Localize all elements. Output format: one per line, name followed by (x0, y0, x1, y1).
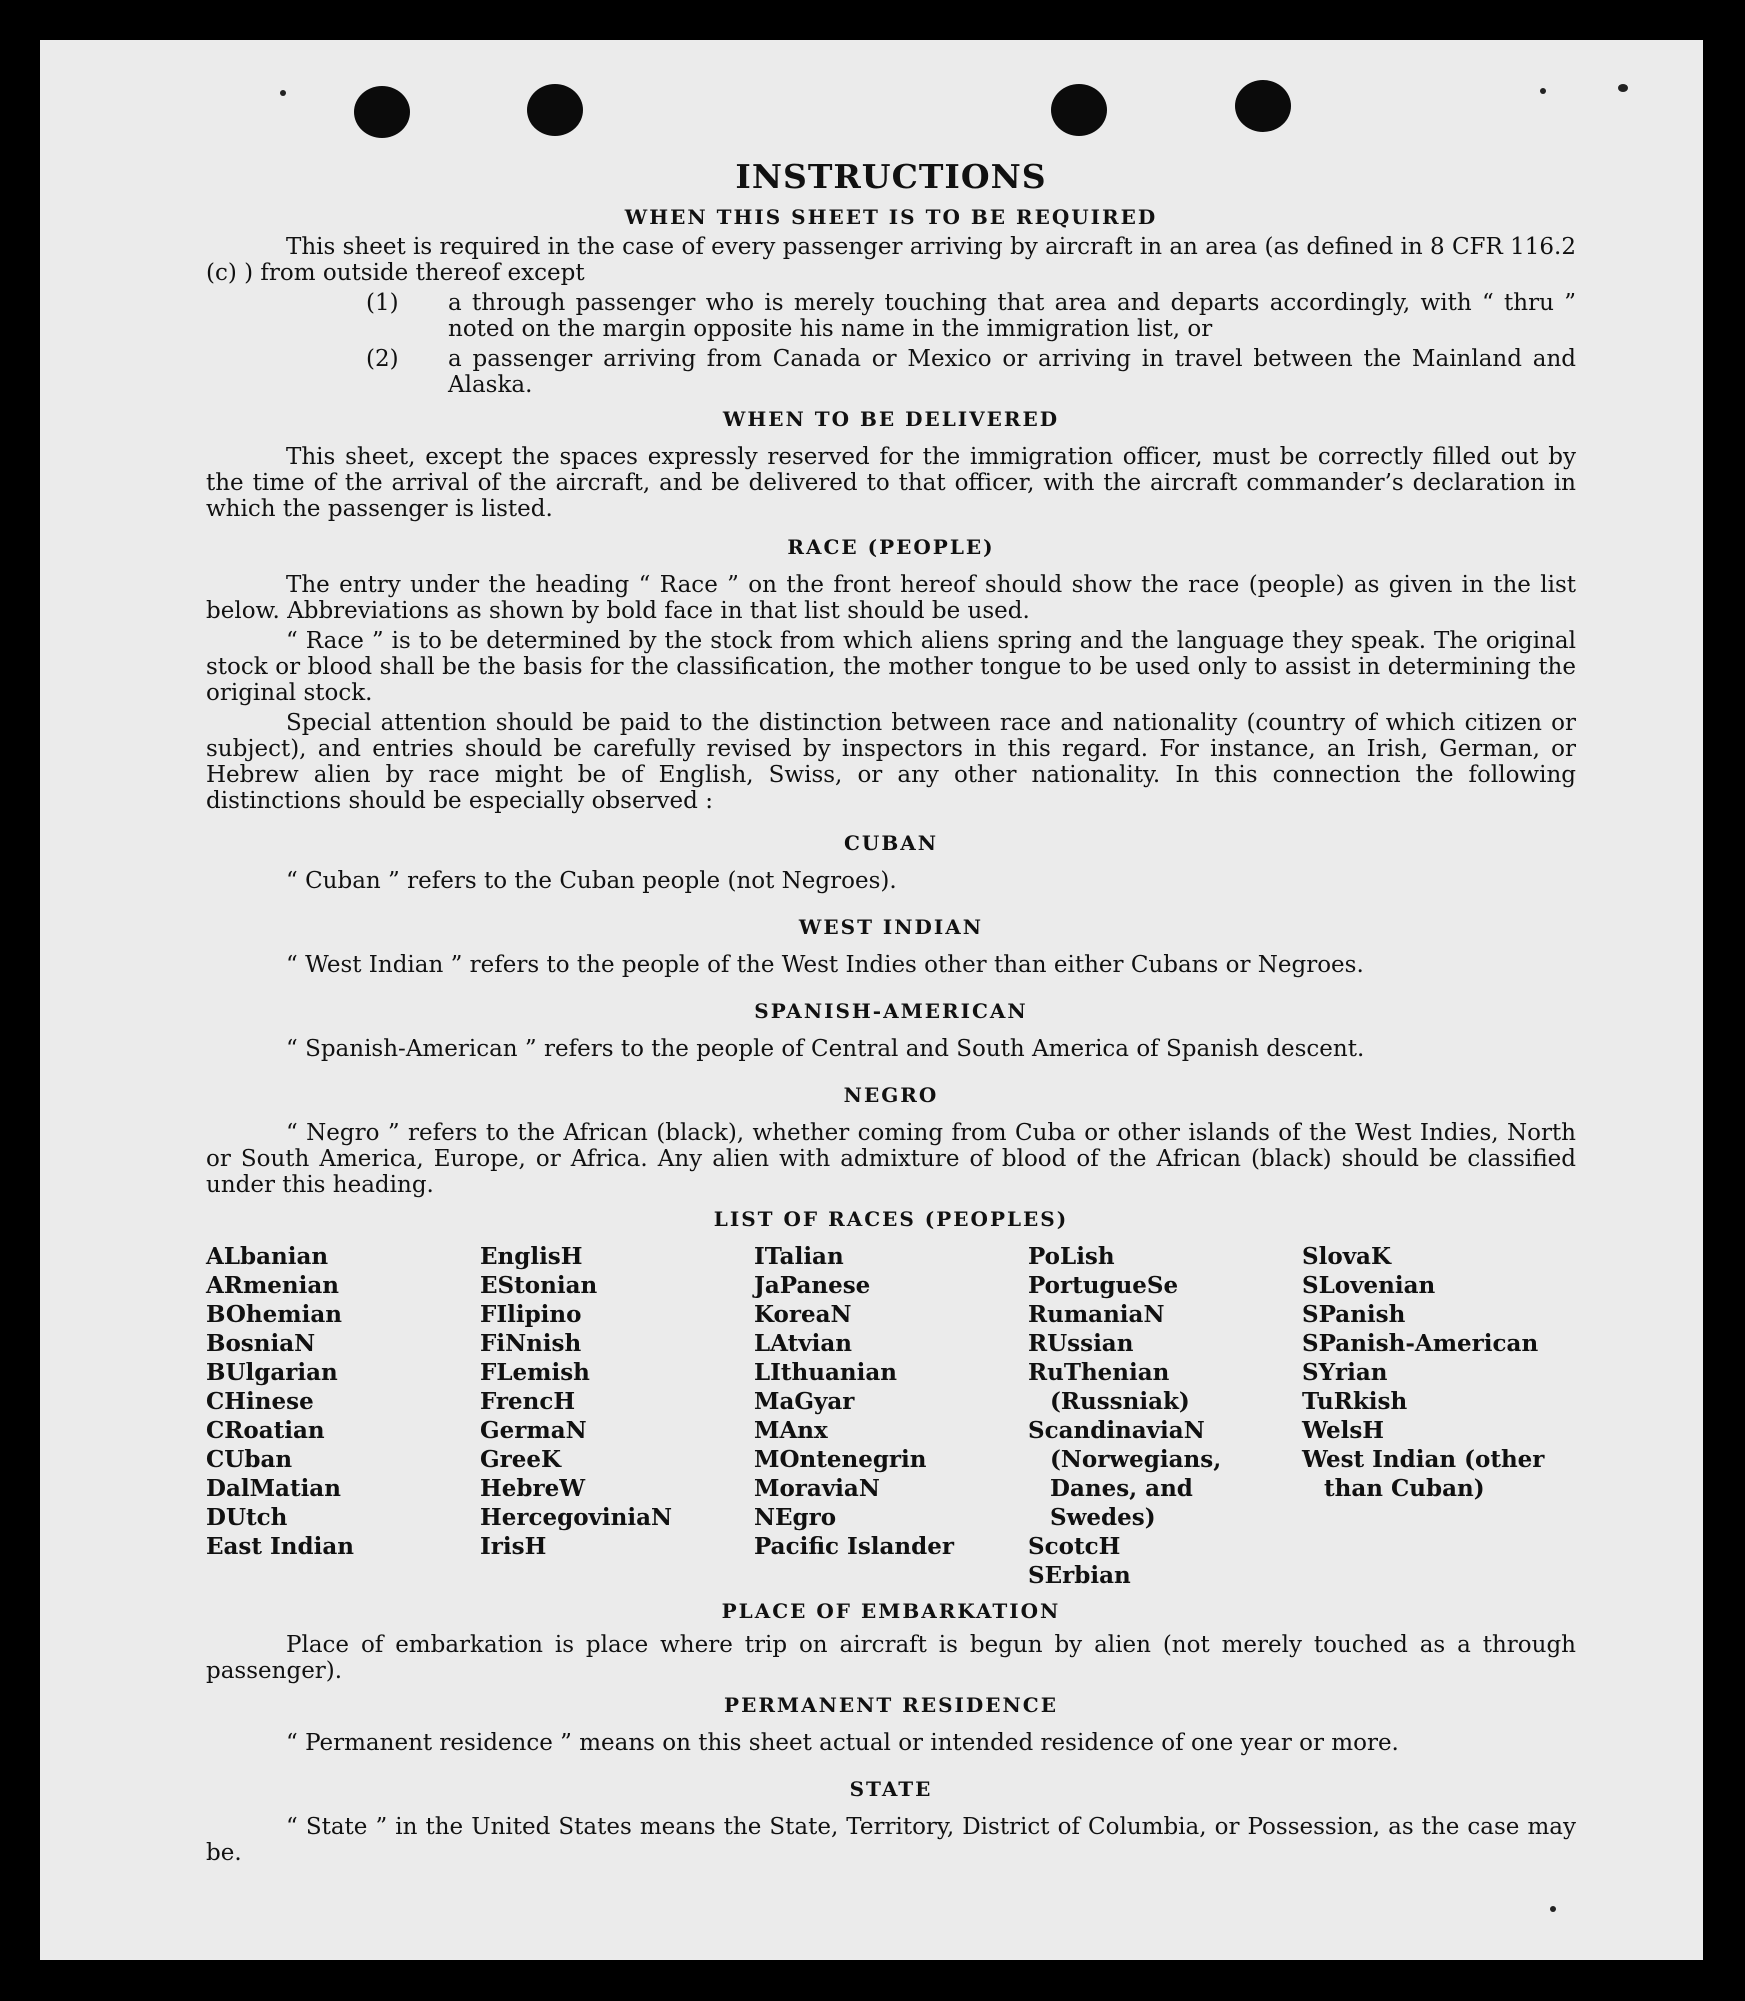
race-entry: LAtvian (754, 1330, 852, 1357)
list-item (206, 346, 1576, 398)
race-entry: ScotcH (1028, 1533, 1121, 1560)
race-entry: EStonian (480, 1272, 598, 1299)
race-entry: West Indian (other than Cuban) (1302, 1446, 1545, 1502)
paragraph: “ Negro ” refers to the African (black), whether coming from Cuba or other islands of the West Indies, North or South America, Europe, or Africa. Any alien with admixture of blood of the African (black) should be classified under this heading. (206, 1120, 1576, 1198)
race-entry: FrencH (480, 1388, 576, 1415)
race-list (206, 1242, 1576, 1590)
race-entry: ScandinaviaN (Norwegians, Danes, and Swedes) (1028, 1417, 1222, 1531)
race-entry: BOhemian (206, 1301, 342, 1328)
race-entry: CRoatian (206, 1417, 325, 1444)
race-entry: FiNnish (480, 1330, 582, 1357)
list-item-text: a passenger arriving from Canada or Mexico or arriving in travel between the Mainland and Alaska. (448, 346, 1576, 398)
race-entry: EnglisH (480, 1243, 583, 1270)
race-entry: ITalian (754, 1243, 844, 1270)
dust-speck (1618, 84, 1628, 92)
heading-race: RACE (PEOPLE) (787, 535, 995, 559)
paragraph: “ Spanish-American ” refers to the people of Central and South America of Spanish descent. (286, 1036, 1365, 1062)
list-number: (1) (366, 290, 399, 316)
race-entry: MOntenegrin (754, 1446, 927, 1473)
paragraph: This sheet, except the spaces expressly reserved for the immigration officer, must be correctly filled out by the time of the arrival of the aircraft, and be delivered to that officer, with the aircraft commander’s declaration in which the passenger is listed. (206, 444, 1576, 522)
list-number: (2) (366, 346, 399, 372)
race-entry: SPanish-American (1302, 1330, 1539, 1357)
heading-when-required: WHEN THIS SHEET IS TO BE REQUIRED (624, 205, 1158, 229)
heading-embarkation: PLACE OF EMBARKATION (721, 1599, 1061, 1623)
race-entry: SErbian (1028, 1562, 1131, 1589)
race-column (1302, 1242, 1576, 1590)
paragraph: This sheet is required in the case of every passenger arriving by aircraft in an area (as defined in 8 CFR 116.2 (c) ) from outside thereof except (206, 234, 1576, 286)
race-entry: WelsH (1302, 1417, 1385, 1444)
race-entry: GreeK (480, 1446, 562, 1473)
race-entry: East Indian (206, 1533, 354, 1560)
race-entry: JaPanese (754, 1272, 871, 1299)
race-entry: CUban (206, 1446, 293, 1473)
race-entry: RUssian (1028, 1330, 1134, 1357)
race-entry: FLemish (480, 1359, 590, 1386)
document-sheet (40, 40, 1703, 1960)
paragraph: “ State ” in the United States means the State, Territory, District of Columbia, or Possession, as the case may be. (206, 1814, 1576, 1866)
heading-west-indian: WEST INDIAN (798, 915, 984, 939)
race-entry: RumaniaN (1028, 1301, 1165, 1328)
race-column (480, 1242, 754, 1590)
paragraph: Special attention should be paid to the distinction between race and nationality (country of which citizen or subject), and entries should be carefully revised by inspectors in this regard. For instance, an Irish, German, or Hebrew alien by race might be of English, Swiss, or any other nationality. In this connection the following distinctions should be especially observed : (206, 710, 1576, 814)
race-entry: DalMatian (206, 1475, 341, 1502)
heading-when-delivered: WHEN TO BE DELIVERED (722, 407, 1060, 431)
race-entry: SlovaK (1302, 1243, 1391, 1270)
heading-list-of-races: LIST OF RACES (PEOPLES) (713, 1207, 1069, 1231)
race-entry: TuRkish (1302, 1388, 1408, 1415)
race-entry: ARmenian (206, 1272, 340, 1299)
race-entry: MaGyar (754, 1388, 855, 1415)
race-entry: Pacific Islander (754, 1533, 954, 1560)
heading-spanish-american: SPANISH-AMERICAN (754, 999, 1028, 1023)
dust-speck (280, 90, 286, 96)
race-entry: DUtch (206, 1504, 288, 1531)
heading-negro: NEGRO (843, 1083, 939, 1107)
page-title: INSTRUCTIONS (735, 157, 1047, 196)
punch-hole (527, 84, 583, 136)
race-entry: HebreW (480, 1475, 586, 1502)
paragraph: “ Permanent residence ” means on this sheet actual or intended residence of one year or more. (286, 1730, 1399, 1756)
list-item (206, 290, 1576, 342)
paragraph: Place of embarkation is place where trip on aircraft is begun by alien (not merely touched as a through passenger). (206, 1632, 1576, 1684)
heading-state: STATE (849, 1777, 933, 1801)
race-entry: MAnx (754, 1417, 828, 1444)
race-entry: LIthuanian (754, 1359, 897, 1386)
paragraph: “ Cuban ” refers to the Cuban people (not Negroes). (286, 868, 897, 894)
race-entry: CHinese (206, 1388, 314, 1415)
punch-hole (1051, 84, 1107, 136)
race-entry: SYrian (1302, 1359, 1388, 1386)
race-entry: IrisH (480, 1533, 547, 1560)
race-entry: BosniaN (206, 1330, 316, 1357)
race-entry: RuThenian (Russniak) (1028, 1359, 1190, 1415)
race-column (206, 1242, 480, 1590)
race-entry: MoraviaN (754, 1475, 880, 1502)
race-entry: HercegoviniaN (480, 1504, 673, 1531)
race-entry: NEgro (754, 1504, 837, 1531)
paragraph: “ West Indian ” refers to the people of the West Indies other than either Cubans or Negroes. (286, 952, 1364, 978)
race-entry: BUlgarian (206, 1359, 338, 1386)
race-entry: SPanish (1302, 1301, 1406, 1328)
race-column (754, 1242, 1028, 1590)
dust-speck (1550, 1906, 1556, 1912)
race-entry: SLovenian (1302, 1272, 1436, 1299)
race-entry: GermaN (480, 1417, 587, 1444)
punch-hole (354, 86, 410, 138)
dust-speck (1540, 88, 1546, 94)
punch-hole (1235, 80, 1291, 132)
race-entry: FIlipino (480, 1301, 582, 1328)
paragraph: The entry under the heading “ Race ” on the front hereof should show the race (people) as given in the list below. Abbreviations as shown by bold face in that list should be used. (206, 572, 1576, 624)
list-item-text: a through passenger who is merely touching that area and departs accordingly, with “ thru ” noted on the margin opposite his name in the immigration list, or (448, 290, 1576, 342)
heading-permanent-residence: PERMANENT RESIDENCE (724, 1693, 1058, 1717)
paragraph: “ Race ” is to be determined by the stock from which aliens spring and the language they speak. The original stock or blood shall be the basis for the classification, the mother tongue to be used only to assist in determining the original stock. (206, 628, 1576, 706)
instructions-content (206, 158, 1576, 1866)
race-entry: ALbanian (206, 1243, 329, 1270)
heading-cuban: CUBAN (843, 831, 939, 855)
race-column (1028, 1242, 1302, 1590)
race-entry: PoLish (1028, 1243, 1115, 1270)
race-entry: PortugueSe (1028, 1272, 1179, 1299)
race-entry: KoreaN (754, 1301, 852, 1328)
